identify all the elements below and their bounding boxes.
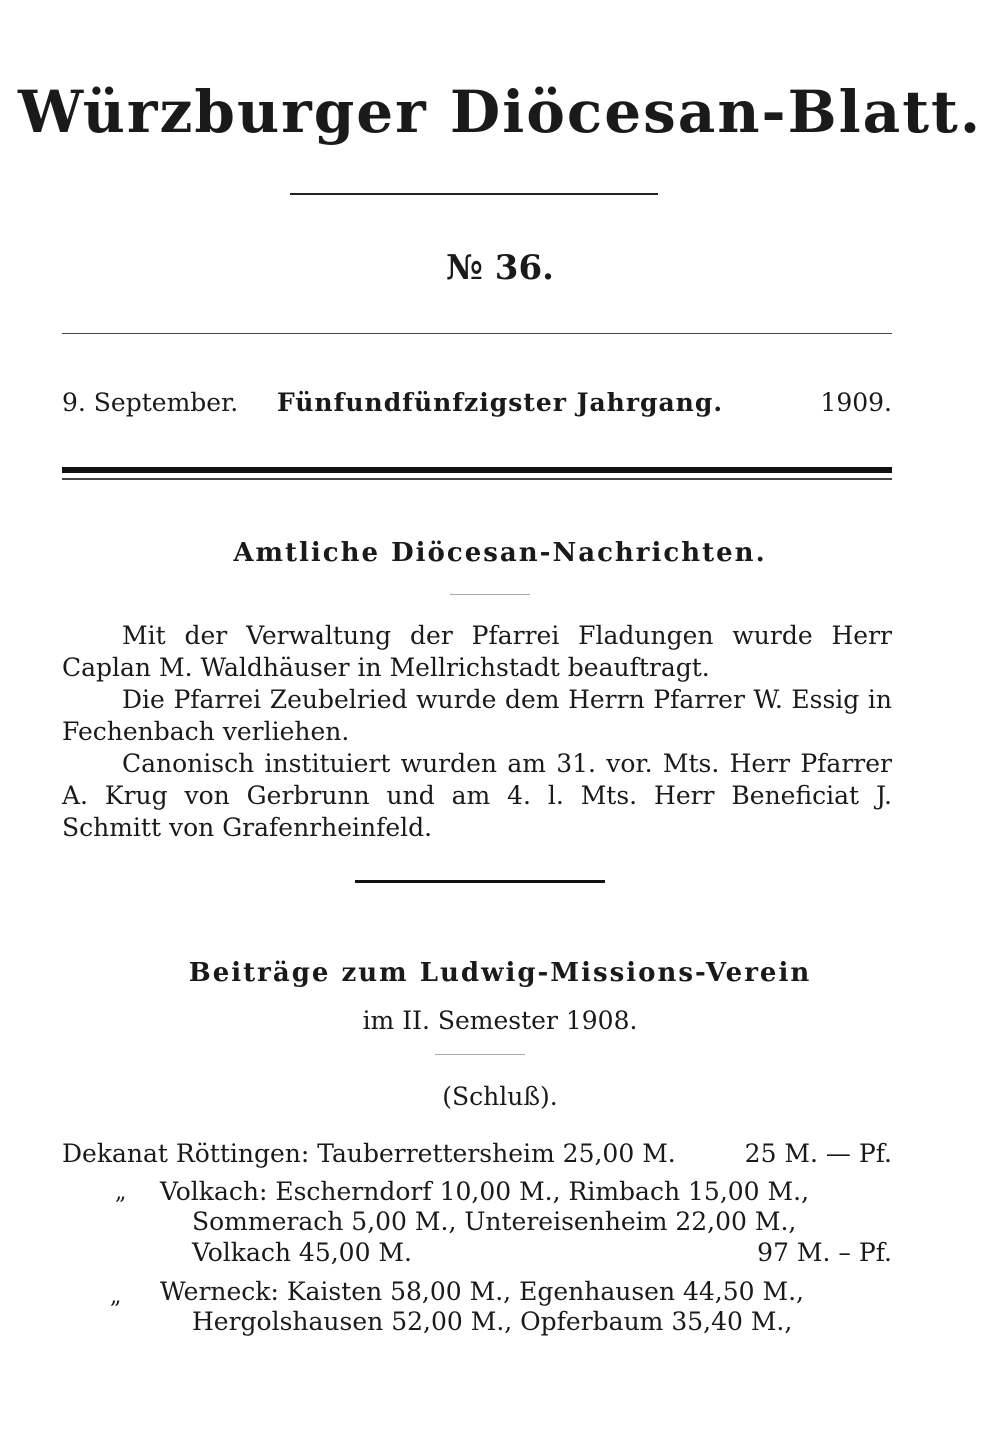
masthead-divider xyxy=(290,193,658,195)
list-item-continuation: Volkach 45,00 M. xyxy=(192,1238,412,1267)
issue-date: 9. September. xyxy=(62,388,239,417)
issue-year: 1909. xyxy=(820,388,892,417)
section-subtitle: im II. Semester 1908. xyxy=(362,1006,638,1035)
news-paragraph: Mit der Verwaltung der Pfarrei Fladungen wurde Herr Caplan M. Waldhäuser in Mellrichstadt beauftragt. xyxy=(62,621,892,682)
issue-number: № 36. xyxy=(446,248,554,288)
news-paragraph: Canonisch instituiert wurden am 31. vor. Mts. Herr Pfarrer A. Krug von Gerbrunn und am 4. l. Mts. Herr Beneficiat J. Schmitt von Grafenrheinfeld. xyxy=(62,749,892,842)
official-news-body xyxy=(62,620,892,844)
list-item: Volkach: Escherndorf 10,00 M., Rimbach 15,00 M., xyxy=(160,1177,810,1206)
entry-amount: 25 M. — Pf. xyxy=(744,1139,892,1168)
ditto-mark: „ xyxy=(110,1284,122,1309)
section-title-contributions: Beiträge zum Ludwig-Missions-Verein xyxy=(188,958,812,988)
news-paragraph: Die Pfarrei Zeubelried wurde dem Herrn Pfarrer W. Essig in Fechenbach verliehen. xyxy=(62,685,892,746)
section-title-official-news: Amtliche Diöcesan-Nachrichten. xyxy=(233,538,767,568)
section-divider xyxy=(355,880,605,883)
list-item: Werneck: Kaisten 58,00 M., Egenhausen 44,50 M., xyxy=(160,1277,805,1306)
header-thin-rule xyxy=(62,478,892,480)
entry-amount: 97 M. – Pf. xyxy=(757,1238,892,1267)
volume-label: Fünfundfünfzigster Jahrgang. xyxy=(276,388,724,417)
ditto-mark: „ xyxy=(115,1180,127,1205)
subtitle-ornament xyxy=(435,1054,525,1055)
issue-divider xyxy=(62,333,892,334)
section-ornament xyxy=(450,594,530,595)
section-note: (Schluß). xyxy=(442,1082,558,1111)
list-item: Dekanat Röttingen: Tauberrettersheim 25,00 M. xyxy=(62,1139,676,1168)
list-item-continuation: Hergolshausen 52,00 M., Opferbaum 35,40 M., xyxy=(192,1307,793,1336)
header-thick-rule xyxy=(62,467,892,473)
list-item-continuation: Sommerach 5,00 M., Untereisenheim 22,00 M., xyxy=(192,1207,797,1236)
masthead-title: Würzburger Diöcesan-Blatt. xyxy=(17,78,983,146)
